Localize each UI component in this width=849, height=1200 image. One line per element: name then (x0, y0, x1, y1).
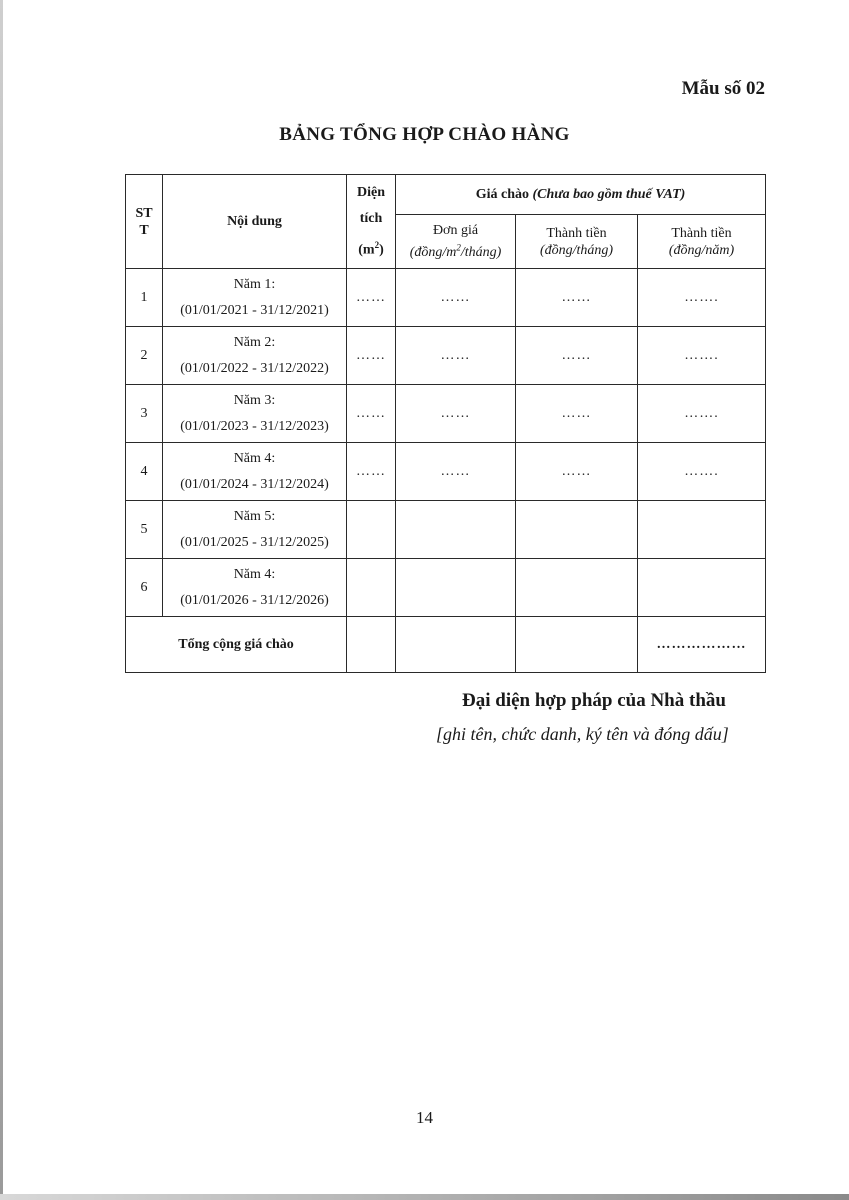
row-unit-price: …… (396, 327, 516, 385)
row-amount-month: …… (516, 443, 638, 501)
row-stt: 6 (126, 559, 163, 617)
row-unit-price: …… (396, 443, 516, 501)
row-content: Năm 3: (01/01/2023 - 31/12/2023) (163, 385, 347, 443)
header-area: Diện tích $(m^2)$ (347, 175, 396, 269)
header-content: Nội dung (163, 175, 347, 269)
row-unit-price: …… (396, 269, 516, 327)
table-row (126, 559, 766, 617)
row-stt: 3 (126, 385, 163, 443)
table-row (126, 385, 766, 443)
total-area (347, 617, 396, 673)
row-amount-month (516, 501, 638, 559)
row-amount-year: ……. (638, 269, 766, 327)
row-stt: 5 (126, 501, 163, 559)
row-stt: 2 (126, 327, 163, 385)
row-amount-month: …… (516, 385, 638, 443)
row-unit-price (396, 559, 516, 617)
page-number: 14 (416, 1108, 433, 1127)
signature-representative: Đại diện hợp pháp của Nhà thầu (462, 690, 726, 711)
total-unit-price (396, 617, 516, 673)
total-value: ……………… (638, 617, 766, 673)
row-content: Năm 4: (01/01/2024 - 31/12/2024) (163, 443, 347, 501)
form-code: Mẫu số 02 (681, 78, 765, 99)
row-area: …… (347, 327, 396, 385)
row-amount-month: …… (516, 269, 638, 327)
row-unit-price: …… (396, 385, 516, 443)
row-amount-year (638, 501, 766, 559)
row-unit-price (396, 501, 516, 559)
row-amount-month (516, 559, 638, 617)
total-row (126, 617, 766, 673)
document-title: BẢNG TỔNG HỢP CHÀO HÀNG (279, 124, 570, 145)
header-stt: ST T (126, 175, 163, 269)
row-amount-year: ……. (638, 327, 766, 385)
table-row (126, 269, 766, 327)
header-price-group: Giá chào (Chưa bao gồm thuế VAT) (396, 175, 766, 215)
row-stt: 1 (126, 269, 163, 327)
scan-bottom-edge (0, 1194, 849, 1200)
header-amount-year: Thành tiền (đồng/năm) (638, 215, 766, 269)
signature-note: [ghi tên, chức danh, ký tên và đóng dấu] (436, 724, 729, 744)
row-content: Năm 1: (01/01/2021 - 31/12/2021) (163, 269, 347, 327)
offer-summary-table (125, 174, 766, 673)
row-content: Năm 5: (01/01/2025 - 31/12/2025) (163, 501, 347, 559)
header-unit-price: Đơn giá $(đồng/m^2/tháng)$ (396, 215, 516, 269)
row-amount-month: …… (516, 327, 638, 385)
row-area (347, 501, 396, 559)
row-amount-year: ……. (638, 385, 766, 443)
total-label: Tổng cộng giá chào (126, 617, 347, 673)
scan-left-edge (0, 0, 3, 1200)
row-area (347, 559, 396, 617)
total-amount-month (516, 617, 638, 673)
row-content: Năm 2: (01/01/2022 - 31/12/2022) (163, 327, 347, 385)
row-stt: 4 (126, 443, 163, 501)
row-area: …… (347, 443, 396, 501)
row-amount-year (638, 559, 766, 617)
header-amount-month: Thành tiền (đồng/tháng) (516, 215, 638, 269)
table-row (126, 443, 766, 501)
row-amount-year: ……. (638, 443, 766, 501)
row-area: …… (347, 269, 396, 327)
row-content: Năm 4: (01/01/2026 - 31/12/2026) (163, 559, 347, 617)
table-row (126, 501, 766, 559)
table-row (126, 327, 766, 385)
row-area: …… (347, 385, 396, 443)
